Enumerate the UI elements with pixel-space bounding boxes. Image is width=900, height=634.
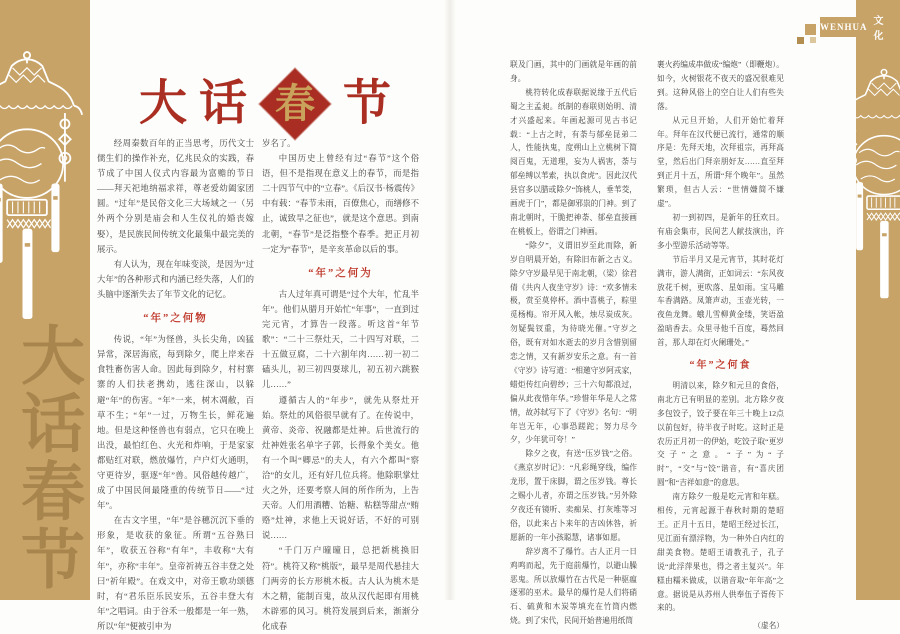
title-char-3: 节	[343, 77, 392, 130]
paragraph: 除夕之夜，有送“压岁钱”之俗。《燕京岁时记》：“凡彩绳穿线，编作龙形，置于床脚，谓之压岁钱。尊长之赐小儿者，亦谓之压岁钱。”另外除夕夜还有镜听、卖痴呆、打灰堆等习俗，以此来占卜来年的吉凶休咎，祈愿新的一年小孩聪慧，诸事如愿。	[510, 449, 637, 542]
paragraph: 中国历史上曾经有过“春节”这个俗语，但不是指现在意义上的春节，而是指二十四节气中的“立春”。《后汉书·杨震传》中有载：“春节未雨，百僚焦心，而缮修不止，诚致旱之征也”，就是这个意思。到南北朝，“春节”是泛指整个春季。把正月初一定为“春节”，是辛亥革命以后的事。	[262, 154, 419, 254]
paragraph: “千门万户曈曈日，总把新桃换旧符”。桃符又称“桃版”，最早是周代悬挂大门两旁的长方形桃木板。古人认为桃木是木之精，能制百鬼，故从汉代起即有用桃木辟邪的风习。桃符发展到后来，渐渐分化成春	[262, 546, 419, 631]
right-page-column-2	[657, 58, 784, 633]
left-page-column-1	[97, 136, 254, 634]
paragraph: 传说，“年”为怪兽，头长尖角，凶猛异常，深居海底，每到除夕，爬上岸来吞食牲畜伤害人命。因此每到除夕，村村寨寨的人们扶老携幼，逃往深山，以躲避“年”的伤害。“年”一来，树木凋敝，百草不生；“年”一过，万物生长，鲜花遍地。但是这种怪兽也有弱点，它只在晚上出没，最怕红色、火光和炸响，于是家家都贴红对联，燃放爆竹，户户灯火通明，守更待岁，驱逐“年”兽。风俗越传越广，成了中国民间最隆重的传统节日——“过年”。	[97, 335, 254, 511]
paragraph: 从元旦开始，人们开始忙着拜年。拜年在汉代便已流行，通常的顺序是：先拜天地，次拜祖宗，再拜高堂，然后出门拜亲朋好友……直至拜到正月十五，所谓“拜个晚年”。虽然繁琐，但古人云：“世情嫌简不嫌虚”。	[657, 115, 784, 209]
paragraph: 辞岁离不了爆竹。古人正月一日鸡鸣而起，先于庭前爆竹，以避山臊恶鬼。所以放爆竹在古代是一种驱瘟逐邪的巫术。最早的爆竹是人们将硝石、硫黄和木炭等填充在竹筒内燃烧。到了宋代，民间开始普遍用纸筒	[510, 546, 637, 626]
paragraph: 在古文字里，“年”是谷穗沉沉下垂的形象，是收获的象征。所谓“五谷熟曰年”，收获五谷称“有年”，丰收称“大有年”，亦称“丰年”。皇帝祈祷五谷丰登之处曰“祈年殿”。在戏文中，对帝王歌功颂德时，有“君乐臣乐民安乐，五谷丰登大有年”之唱词。由于谷禾一般都是一年一熟，所以“年”便被引申为	[97, 516, 254, 631]
deco-square-icon	[810, 37, 816, 43]
paragraph: 南方除夕一般是吃元宵和年糕。相传，元宵起源于春秋时期的楚昭王。正月十五日，楚昭王经过长江，见江面有漂浮物，为一种外白内红的甜美食物。楚昭王请教孔子，孔子说“此浮萍果也，得之者主复兴”。年糕由糯米做成，以谐音取“年年高”之意。据说是从苏州人供奉伍子胥传下来的。	[657, 492, 784, 613]
paragraph: 明清以来，除夕和元旦的食俗，南北方已有明显的差别。北方除夕夜多包饺子，饺子要在年三十晚上12点以前包好，待半夜子时吃。这时正是农历正月初一的伊始，吃饺子取“更岁交子”之意。“子”为“子时”，“交”与“饺”谐音，有“喜庆团圆”和“吉祥如意”的意思。	[657, 380, 784, 488]
deco-square-icon	[797, 37, 804, 44]
paragraph: 经周秦数百年的正当思考，历代文士儒生们的操作补充，亿兆民众的实践，春节成了中国人仪式内容最为富赡的节日——拜天祀地纳福求祥，尊老爱幼阖家团圆。“过年”是民俗文化三大场域之一（另外两个分别是庙会和人生仪礼的婚丧嫁娶），是民族民间传统文化最集中最完美的展示。	[97, 139, 254, 254]
right-page-column-1	[510, 58, 637, 628]
left-page-column-2	[262, 136, 419, 634]
title-diamond-char: 春	[275, 81, 315, 126]
paragraph: 裹火药编成串做成“编炮”（即鞭炮）。如今，火树银花不夜天的盛况很难见到。这种风俗上的空白让人们有些失落。	[657, 60, 784, 111]
lantern-icon	[856, 66, 900, 306]
paragraph: 岁名了。	[262, 139, 296, 148]
title-char-1: 大	[138, 77, 187, 130]
deco-square-icon	[805, 24, 816, 35]
section-header-bar	[820, 16, 900, 42]
vertical-watermark-title: 大话春节	[12, 322, 83, 594]
paragraph: 桃符转化成春联据说缘于五代后蜀之主孟昶。纸制的春联则始明、清才兴盛起来。年画起源可见古书记载：“上古之时，有荼与郁垒昆弟二人，性能执鬼，度朔山上立桃树下简阅百鬼，无道理，妄为人祸害，荼与郁垒缚以苇索，执以食虎”。因此汉代县官多以腊或除夕“饰桃人，垂苇茭，画虎于门”，都是御邪祟的门神。到了南北朝时，干脆把神荼、郁垒直接画在桃板上，俗谓之门神画。	[510, 87, 637, 236]
section-heading: “年”之何为	[308, 267, 373, 279]
paragraph: 初一到初四，是新年的狂欢日。有庙会集市，民间艺人献技演出，许多小型游乐活动等等。	[657, 212, 784, 250]
magazine-name-en: WENHUA	[820, 22, 868, 32]
section-heading: “年”之何食	[689, 360, 752, 372]
paragraph: “除夕”，义谓旧岁至此而除，新岁自明晨开始，有除旧布新之古义。除夕守岁最早见于南北朝，（梁）徐君倩《共内人夜坐守岁》诗：“欢多情未极，赏至莫停杯。酒中喜桃子，粽里觅杨梅。帘开风入帐，烛尽炭成灰。勿疑鬓钗重，为待晓光催。”守岁之俗，既有对如水逝去的岁月含惜别留恋之情，又有新岁安乐之意。有一首《守岁》诗写道：“相邀守岁阿戎家，蜡炬传红向碧纱；三十六旬都浪过，偏从此夜惜年华。”珍惜年华是人之常情，故苏轼写下了《守岁》名句：“明年岂无年，心事恐蹉跎；努力尽今夕，少年犹可夸！”	[510, 240, 637, 445]
paragraph: 遵循古人的“年步”，就先从祭灶开始。祭灶的风俗很早就有了。在传说中，黄帝、炎帝、祝融都是灶神。后世流行的灶神姓张名单字子郭，长得象个美女。他有一个叫“卿忌”的夫人，有六个都叫“察洽”的女儿，还有好几位兵将。他除职掌灶火之外，还要考察人间的所作所为，上告天帝。人们用酒糟、饴糖、粘糕等甜点“贿赂”灶神，求他上天说好话，不好的可别说……	[262, 395, 419, 541]
title-char-2: 话	[198, 77, 247, 130]
lantern-icon	[0, 48, 90, 328]
right-decorative-band	[856, 0, 900, 600]
paragraph: 联及门画，其中的门画就是年画的前身。	[510, 60, 637, 83]
article-title	[100, 62, 430, 146]
title-diamond	[259, 68, 331, 140]
left-decorative-band	[0, 0, 90, 600]
section-heading: “年”之何物	[143, 313, 208, 325]
paragraph: 古人过年真可谓是“过个大年，忙乱半年”。他们从腊月开始忙“年事”，一直到过完元宵，才算告一段落。听这首“年节歌”：“二十三祭灶天，二十四写对联，二十五做豆腐，二十六割年肉……初一初二磕头儿，初三初四耍球儿，初五初六跳猴儿……”	[262, 289, 419, 390]
paragraph: 有人认为，现在年味变淡，是因为“过大年”的各种形式和内涵已经失落，人们的头脑中逐渐失去了年节文化的记忆。	[97, 259, 254, 299]
page-fold	[444, 0, 456, 600]
magazine-name-cn: 文 化	[873, 16, 887, 42]
paragraph: 节后半月又是元宵节，其时花灯满市，游人满街，正如词云：“东风夜放花千树，更吹落、星如雨。宝马雕车香满路。凤箫声动，玉壶光转，一夜鱼龙舞。蛾儿雪柳黄金缕，笑语盈盈暗香去。众里寻他千百度，蓦然回首，那人却在灯火阑珊处。”	[657, 254, 784, 348]
author-signature: （虚名）	[753, 621, 784, 631]
